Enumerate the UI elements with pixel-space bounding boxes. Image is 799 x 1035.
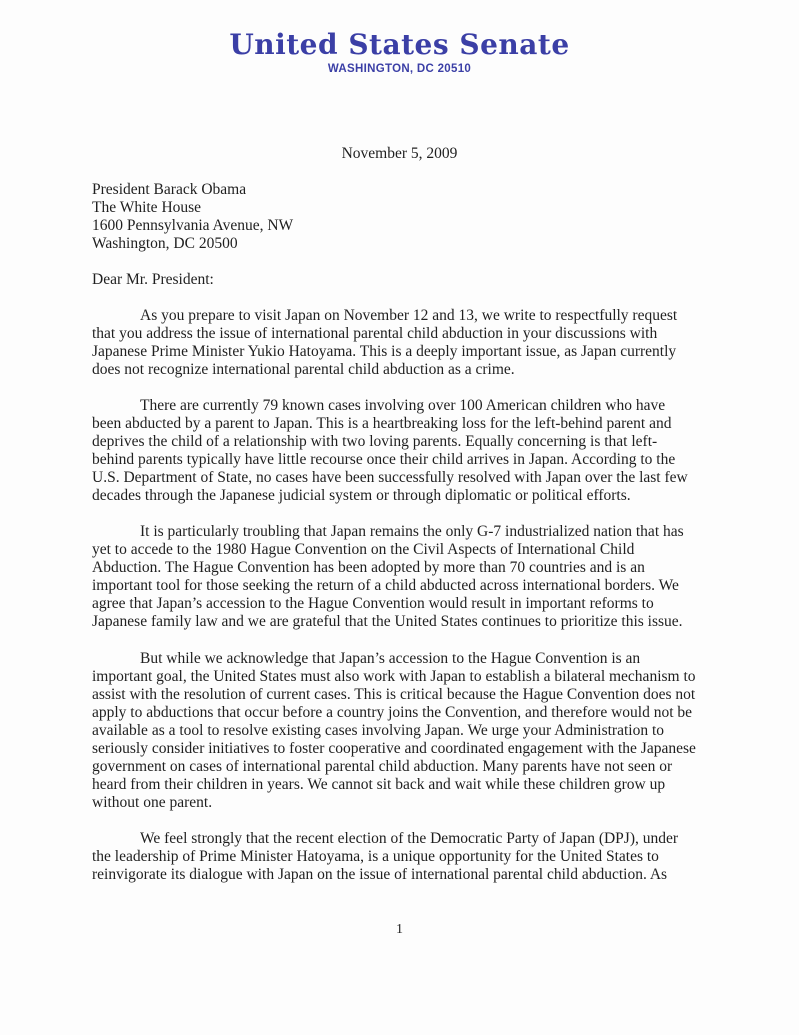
text-line: agree that Japan’s accession to the Hague Convention would result in important reforms to <box>92 595 654 612</box>
recipient-line: The White House <box>92 199 202 216</box>
text-line: As you prepare to visit Japan on November 12 and 13, we write to respectfully request <box>140 307 678 324</box>
paragraph-3 <box>92 523 690 631</box>
text-line: There are currently 79 known cases involving over 100 American children who have <box>140 397 666 414</box>
text-line: government on cases of international parental child abduction. Many parents have not seen or <box>92 758 673 775</box>
paragraph-5 <box>92 830 690 884</box>
paragraph-2 <box>92 397 690 505</box>
text-line: does not recognize international parental child abduction as a crime. <box>92 361 515 378</box>
text-line: assist with the resolution of current cases. This is critical because the Hague Convention does not <box>92 686 696 703</box>
text-line: deprives the child of a relationship with two loving parents. Equally concerning is that left- <box>92 433 658 450</box>
text-line: heard from their children in years. We cannot sit back and wait while these children grow up <box>92 776 666 793</box>
text-line: important tool for those seeking the return of a child abducted across international borders. We <box>92 577 679 594</box>
text-line: We feel strongly that the recent election of the Democratic Party of Japan (DPJ), under <box>140 830 679 847</box>
text-line: important goal, the United States must also work with Japan to establish a bilateral mechanism to <box>92 668 696 685</box>
text-line: decades through the Japanese judicial system or through diplomatic or political efforts. <box>92 487 631 504</box>
text-line: reinvigorate its dialogue with Japan on the issue of international parental child abduction. As <box>92 866 668 883</box>
salutation: Dear Mr. President: <box>92 271 214 288</box>
text-line: behind parents typically have little recourse once their child arrives in Japan. According to the <box>92 451 676 468</box>
recipient-line: President Barack Obama <box>92 181 247 198</box>
text-line: available as a tool to resolve existing cases involving Japan. We urge your Administration to <box>92 722 664 739</box>
text-line: But while we acknowledge that Japan’s accession to the Hague Convention is an <box>140 650 641 667</box>
page-number: 1 <box>396 922 403 937</box>
text-line: U.S. Department of State, no cases have been successfully resolved with Japan over the last few <box>92 469 688 486</box>
recipient-line: 1600 Pennsylvania Avenue, NW <box>92 217 294 234</box>
text-line: Japanese family law and we are grateful that the United States continues to prioritize this issue. <box>92 613 683 630</box>
text-line: the leadership of Prime Minister Hatoyama, is a unique opportunity for the United States to <box>92 848 659 865</box>
text-line: It is particularly troubling that Japan remains the only G-7 industrialized nation that has <box>140 523 684 540</box>
text-line: that you address the issue of international parental child abduction in your discussions with <box>92 325 658 342</box>
letter-date: November 5, 2009 <box>341 145 458 162</box>
text-line: yet to accede to the 1980 Hague Convention on the Civil Aspects of International Child <box>92 541 635 558</box>
paragraph-4 <box>92 650 696 812</box>
recipient-line: Washington, DC 20500 <box>92 235 238 252</box>
paragraph-1 <box>92 307 690 379</box>
text-line: seriously consider initiatives to foster cooperative and coordinated engagement with the Japanese <box>92 740 696 757</box>
recipient-address <box>92 181 293 253</box>
letterhead-location: WASHINGTON, DC 20510 <box>327 63 472 75</box>
text-line: Japanese Prime Minister Yukio Hatoyama. This is a deeply important issue, as Japan currently <box>92 343 677 360</box>
text-line: been abducted by a parent to Japan. This is a heartbreaking loss for the left-behind parent and <box>92 415 672 432</box>
text-line: Abduction. The Hague Convention has been adopted by more than 70 countries and is an <box>92 559 645 576</box>
letterhead <box>0 28 799 77</box>
text-line: apply to abductions that occur before a country joins the Convention, and therefore would not be <box>92 704 693 721</box>
letterhead-title: United States Senate <box>229 28 570 61</box>
text-line: without one parent. <box>92 794 213 811</box>
